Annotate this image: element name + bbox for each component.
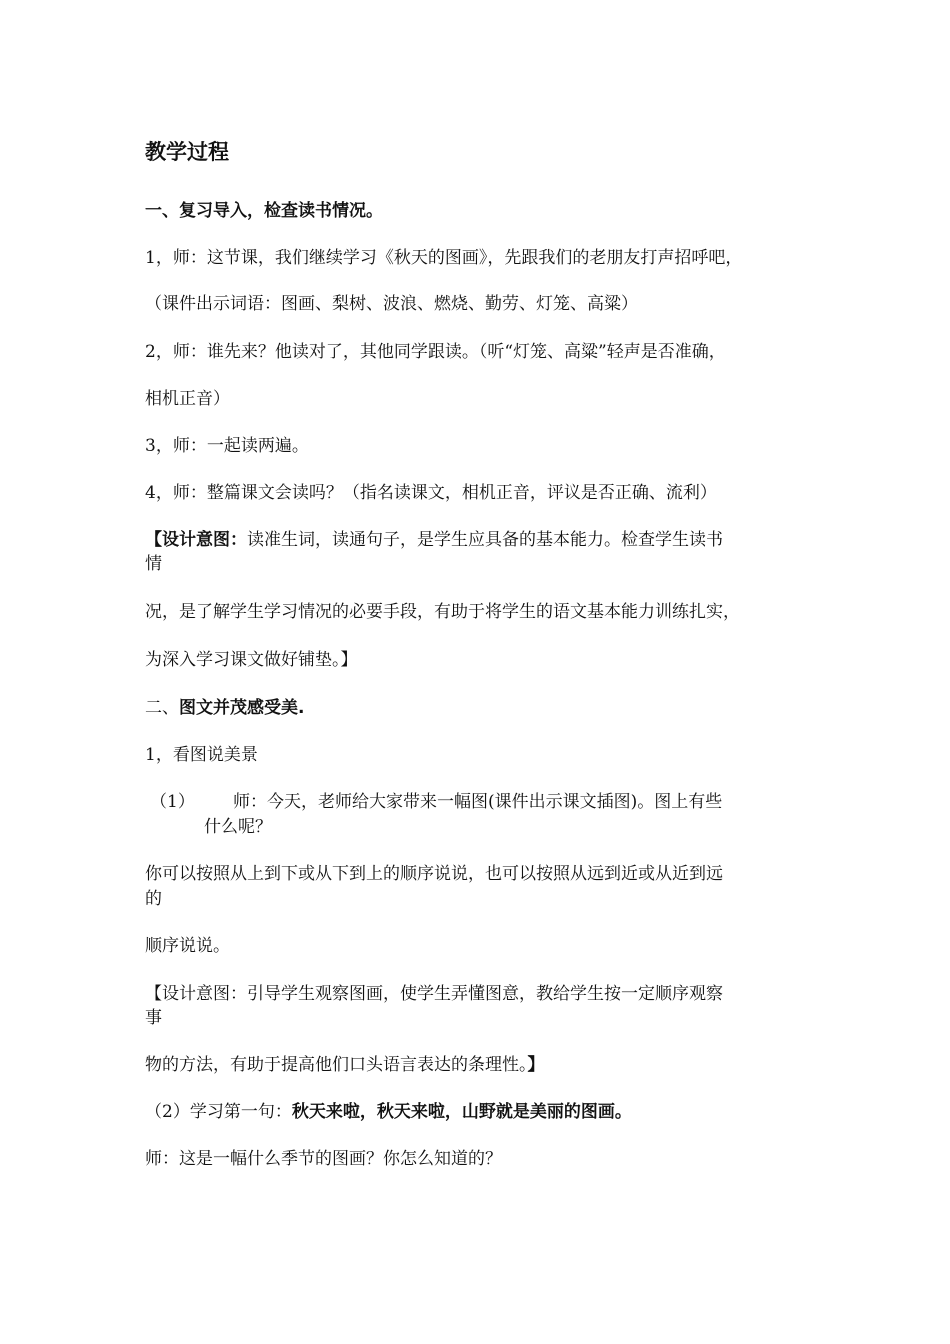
item-1-wrap: 什么呢？	[204, 817, 272, 837]
item-1-text: 师：今天，老师给大家带来一幅图(课件出示课文插图)。图上有些	[233, 792, 723, 812]
paragraph-4: 4，师：整篇课文会读吗？（指名读课文，相机正音，评议是否正确、流利）	[145, 483, 717, 503]
teacher-question: 师：这是一幅什么季节的图画？你怎么知道的？	[145, 1149, 502, 1169]
section-2-heading	[145, 697, 304, 719]
design-intent-1-line-2: 况，是了解学生学习情况的必要手段，有助于将学生的语文基本能力训练扎实，	[145, 602, 740, 622]
design-intent-label: 【设计意图：	[145, 530, 247, 550]
page-title: 教学过程	[145, 140, 229, 164]
design-intent-1-wrap: 情	[145, 554, 162, 574]
design-intent-2-end: 】	[527, 1055, 545, 1075]
section-2-heading-prefix: 二、	[145, 698, 179, 718]
order-line-1: 你可以按照从上到下或从下到上的顺序说说，也可以按照从远到近或从近到远	[145, 864, 723, 884]
design-intent-2: 【设计意图：引导学生观察图画，使学生弄懂图意，教给学生按一定顺序观察	[145, 984, 723, 1004]
step-1: 1，看图说美景	[145, 745, 258, 765]
design-intent-2-line-2	[145, 1054, 545, 1076]
order-line-wrap: 的	[145, 889, 162, 909]
order-line-2: 顺序说说。	[145, 936, 230, 956]
item-2-prefix: （2）学习第一句：	[145, 1102, 292, 1122]
paragraph-1: 1，师：这节课，我们继续学习《秋天的图画》，先跟我们的老朋友打声招呼吧，	[145, 248, 743, 268]
paragraph-3: 3，师：一起读两遍。	[145, 436, 309, 456]
design-intent-1	[145, 529, 723, 551]
paragraph-1-note: （课件出示词语：图画、梨树、波浪、燃烧、勤劳、灯笼、高粱）	[145, 294, 638, 314]
item-2-quote: 秋天来啦，秋天来啦，山野就是美丽的图画。	[291, 1102, 632, 1122]
paragraph-2-continuation: 相机正音）	[145, 389, 230, 409]
item-2	[145, 1101, 632, 1123]
section-1-heading: 一、复习导入，检查读书情况。	[145, 201, 383, 221]
paragraph-2: 2，师：谁先来？他读对了，其他同学跟读。（听“灯笼、高粱”轻声是否准确，	[145, 342, 726, 362]
design-intent-1-line-3: 为深入学习课文做好铺垫。】	[145, 650, 358, 670]
item-1-number: （1）	[150, 792, 195, 812]
section-2-heading-text: 图文并茂感受美.	[179, 698, 305, 718]
design-intent-2-wrap: 事	[145, 1008, 162, 1028]
design-intent-text: 读准生词，读通句子，是学生应具备的基本能力。检查学生读书	[247, 530, 723, 550]
design-intent-2-line-2-text: 物的方法，有助于提高他们口头语言表达的条理性。	[145, 1055, 528, 1075]
